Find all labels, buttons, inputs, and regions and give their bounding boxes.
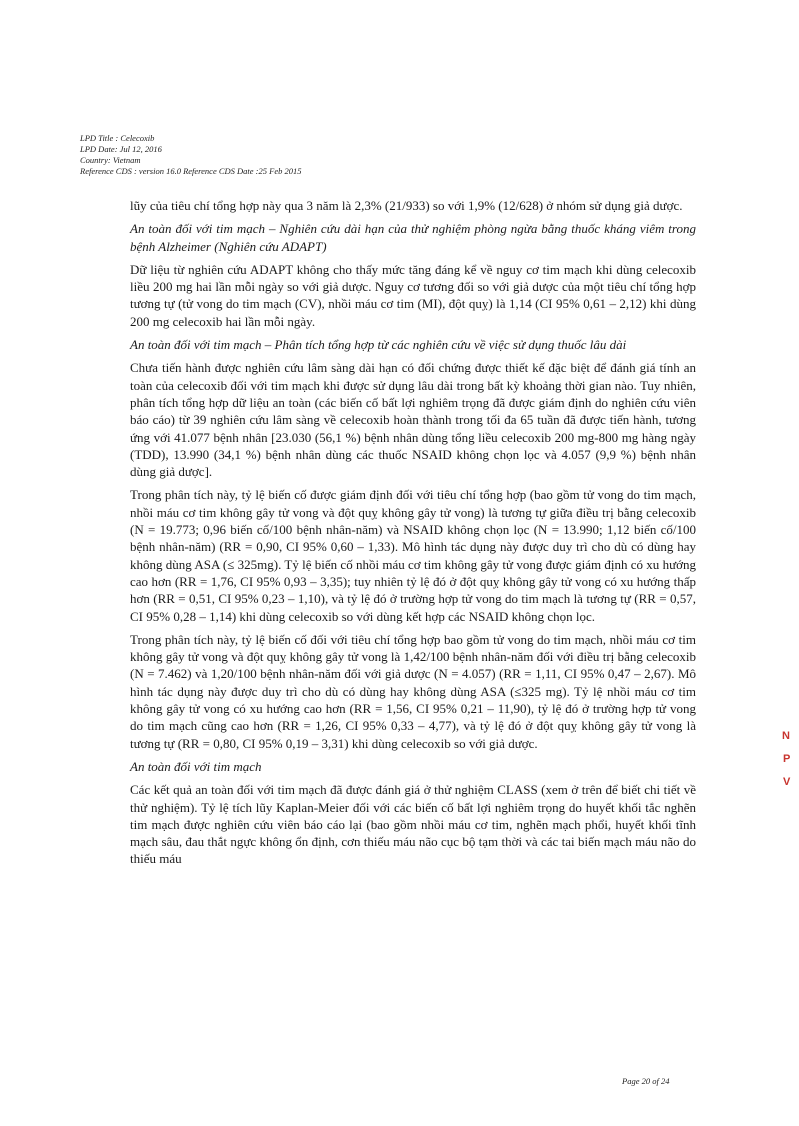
paragraph: lũy của tiêu chí tổng hợp này qua 3 năm là 2,3% (21/933) so với 1,9% (12/628) ở nhóm sử dụng giả dược. (130, 198, 683, 213)
header-title: LPD Title : Celecoxib (80, 133, 155, 143)
section-heading: An toàn đối với tim mạch (130, 758, 262, 774)
document-header (80, 133, 301, 177)
paragraph: Dữ liệu từ nghiên cứu ADAPT không cho thấy mức tăng đáng kể về nguy cơ tim mạch khi dùng celecoxib liều 200 mg hai lần mỗi ngày so với giả dược. Nguy cơ tương đối so với giả dược của một tiêu chí tổng hợp tương tự (tử vong do tim mạch (CV), nhồi máu cơ tim (MI), đột quỵ) là 1,14 (CI 95% 0,61 – 2,12) khi dùng 200 mg celecoxib hai lần mỗi ngày. (130, 261, 696, 329)
paragraph: Trong phân tích này, tỷ lệ biến cố được giám định đối với tiêu chí tổng hợp (bao gồm tử vong do tim mạch, nhồi máu cơ tim không gây tử vong và đột quỵ không gây tử vong) là tương tự giữa điều trị bằng celecoxib (N = 19.773; 0,96 biến cố/100 bệnh nhân-năm) và NSAID không chọn lọc (N = 13.990; 1,12 biến cố/100 bệnh nhân-năm) (RR = 0,90, CI 95% 0,60 – 1,33). Mô hình tác dụng này được duy trì cho dù có dùng hay không dùng ASA (≤ 325mg). Tỷ lệ biến cố nhồi máu cơ tim không gây tử vong được giám định có xu hướng cao hơn (RR = 1,76, CI 95% 0,93 – 3,35); tuy nhiên tỷ lệ đó ở đột quỵ không gây tử vong có xu hướng thấp hơn (RR = 0,51, CI 95% 0,23 – 1,10), và tỷ lệ đó ở trường hợp tử vong do tim mạch là tương tự (RR = 0,57, CI 95% 0,28 – 1,14) khi dùng celecoxib so với dùng kết hợp các NSAID không chọn lọc. (130, 487, 696, 624)
paragraph: Trong phân tích này, tỷ lệ biến cố đối với tiêu chí tổng hợp bao gồm tử vong do tim mạch, nhồi máu cơ tim không gây tử vong và đột quỵ không gây tử vong là 1,42/100 bệnh nhân-năm đối với điều trị bằng celecoxib (N = 7.462) và 1,20/100 bệnh nhân-năm đối với giả dược (N = 4.057) (RR = 1,11, CI 95% 0,47 – 2,67). Mô hình tác dụng này được duy trì cho dù có dùng hay không dùng ASA (≤325 mg). Tỷ lệ nhồi máu cơ tim không gây tử vong có xu hướng cao hơn (RR = 1,56, CI 95% 0,21 – 11,90), tỷ lệ đó ở trường hợp tử vong do tim mạch cũng cao hơn (RR = 1,26, CI 95% 0,33 – 4,77), và tỷ lệ đó ở đột quỵ không gây tử vong là tương tự (RR = 0,80, CI 95% 0,19 – 3,31) khi dùng celecoxib so với giả dược. (130, 631, 696, 751)
header-country: Country: Vietnam (80, 155, 141, 165)
header-date: LPD Date: Jul 12, 2016 (80, 144, 162, 154)
margin-letter: N (782, 730, 790, 742)
page-number: Page 20 of 24 (622, 1076, 670, 1086)
paragraph: Chưa tiến hành được nghiên cứu lâm sàng dài hạn có đối chứng được thiết kế đặc biệt để đánh giá tính an toàn của celecoxib đối với tim mạch khi được sử dụng lâu dài trong bất kỳ khoảng thời gian nào. Tuy nhiên, phân tích tổng hợp dữ liệu an toàn (các biến cố bất lợi nghiêm trọng đã được giám định do nghiên cứu viên báo cáo) từ 39 nghiên cứu lâm sàng về celecoxib hoàn thành trong tối đa 65 tuần đã được tiến hành, tương ứng với 41.077 bệnh nhân [23.030 (56,1 %) bệnh nhân dùng tổng liều celecoxib 200 mg-800 mg hàng ngày (TDD), 13.990 (34,1 %) bệnh nhân dùng các thuốc NSAID không chọn lọc và 4.057 (9,9 %) bệnh nhân dùng giả dược]. (130, 360, 696, 480)
margin-letter: V (783, 776, 791, 788)
header-reference: Reference CDS : version 16.0 Reference CDS Date :25 Feb 2015 (80, 166, 302, 176)
section-heading: An toàn đối với tim mạch – Nghiên cứu dài hạn của thử nghiệm phòng ngừa bằng thuốc kháng viêm trong bệnh Alzheimer (Nghiên cứu ADAPT) (130, 221, 696, 254)
section-heading: An toàn đối với tim mạch – Phân tích tổng hợp từ các nghiên cứu về việc sử dụng thuốc lâu dài (130, 337, 627, 353)
margin-letter: P (783, 753, 791, 765)
paragraph: Các kết quả an toàn đối với tim mạch đã được đánh giá ở thử nghiệm CLASS (xem ở trên để biết chi tiết về thử nghiệm). Tỷ lệ tích lũy Kaplan-Meier đối với các biến cố bất lợi nghiêm trọng do huyết khối tắc nghẽn tim mạch được nghiên cứu viên báo cáo lại (bao gồm nhồi máu cơ tim, nghẽn mạch phổi, huyết khối tĩnh mạch sâu, đau thắt ngực không ổn định, cơn thiếu máu não cục bộ tạm thời và các tai biến mạch máu não do thiếu máu (130, 782, 696, 867)
document-body (130, 197, 696, 874)
margin-stamp-fragment (768, 520, 796, 850)
